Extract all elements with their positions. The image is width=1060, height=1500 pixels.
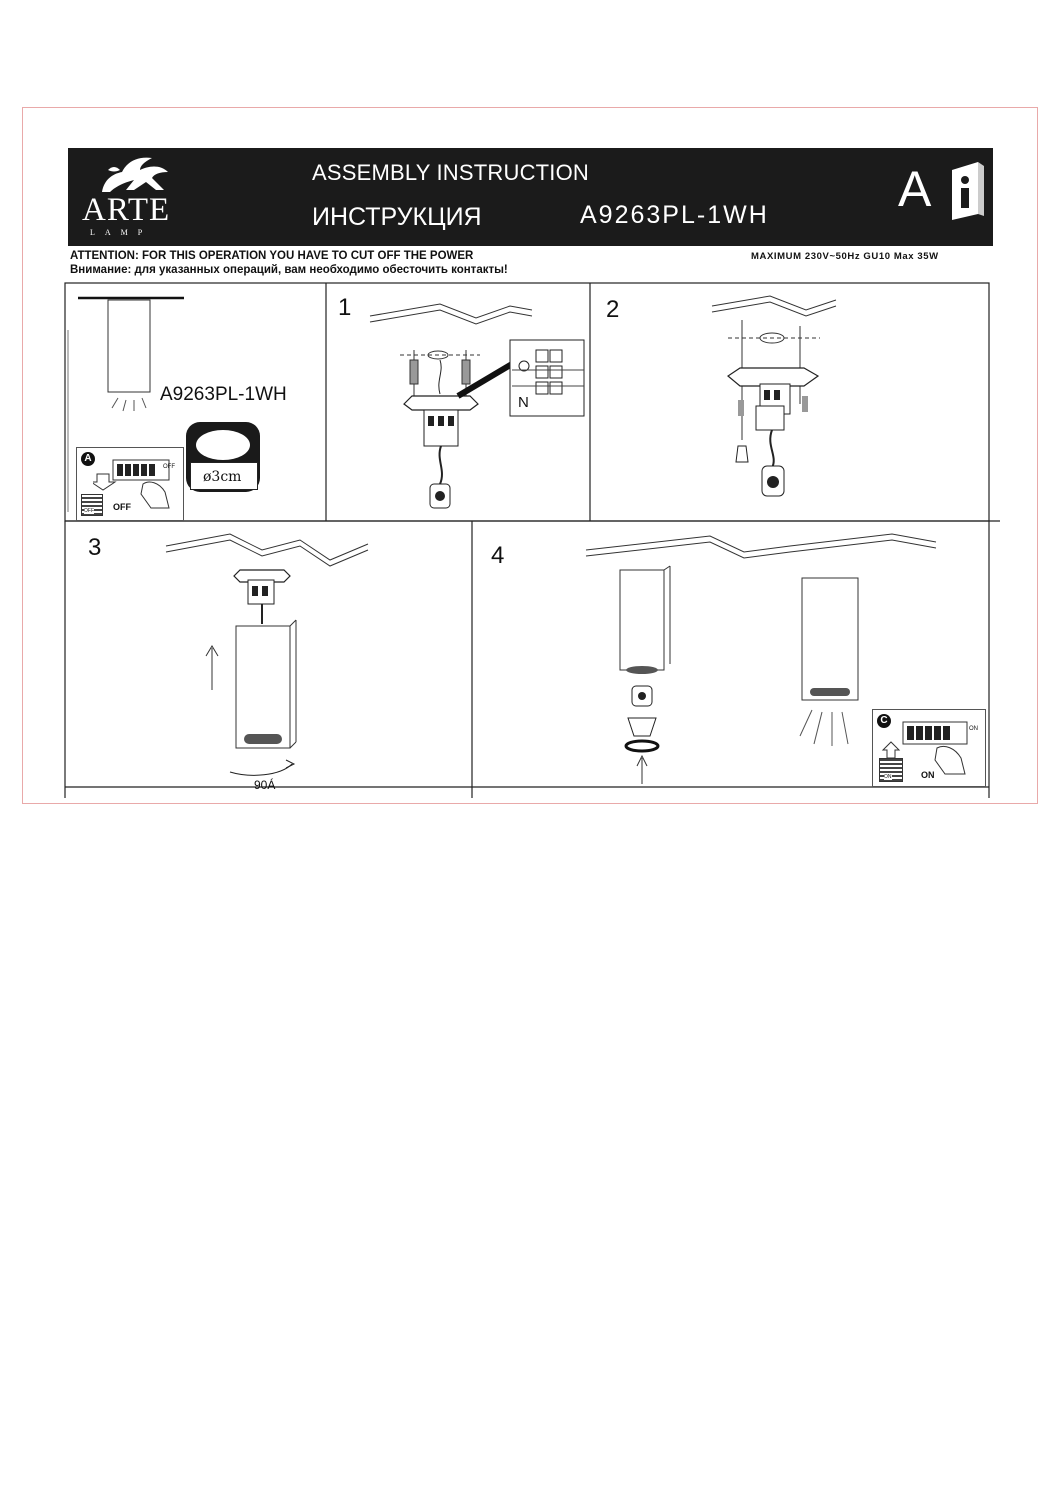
power-on-box: [872, 709, 986, 787]
attention-english: ATTENTION: FOR THIS OPERATION YOU HAVE TO CUT OFF THE POWER: [70, 250, 474, 262]
step-number-3: 3: [88, 534, 102, 561]
switch-on-tag: ON: [969, 726, 978, 732]
switch-badge-c: C: [877, 714, 891, 728]
switch-off-tag: OFF: [163, 464, 175, 470]
hole-size-label: ø3cm: [203, 469, 242, 485]
title-english: ASSEMBLY INSTRUCTION: [312, 160, 590, 185]
off-indicator-small-label: OFF: [84, 508, 94, 514]
title-russian: ИНСТРУКЦИЯ: [312, 203, 482, 231]
on-indicator-box: [879, 758, 903, 782]
off-label: OFF: [113, 502, 131, 512]
step-number-1: 1: [338, 294, 352, 321]
electrical-spec: MAXIMUM 230V~50Hz GU10 Max 35W: [751, 251, 939, 262]
info-letter: A: [898, 161, 932, 217]
header-model-number: A9263PL-1WH: [580, 201, 769, 229]
brand-subtitle: LAMP: [90, 228, 153, 237]
switch-badge-a: A: [81, 452, 95, 466]
step-number-2: 2: [606, 296, 620, 323]
rotation-angle-label: 90Á: [254, 778, 276, 792]
on-indicator-small-label: ON: [884, 774, 892, 780]
attention-russian: Внимание: для указанных операций, вам необходимо обесточить контакты!: [70, 264, 508, 276]
brand-name: ARTE: [82, 192, 171, 228]
on-label: ON: [921, 770, 935, 780]
step-number-4: 4: [491, 542, 505, 569]
terminal-n-label: N: [518, 394, 529, 411]
overview-model-label: A9263PL-1WH: [160, 384, 287, 405]
